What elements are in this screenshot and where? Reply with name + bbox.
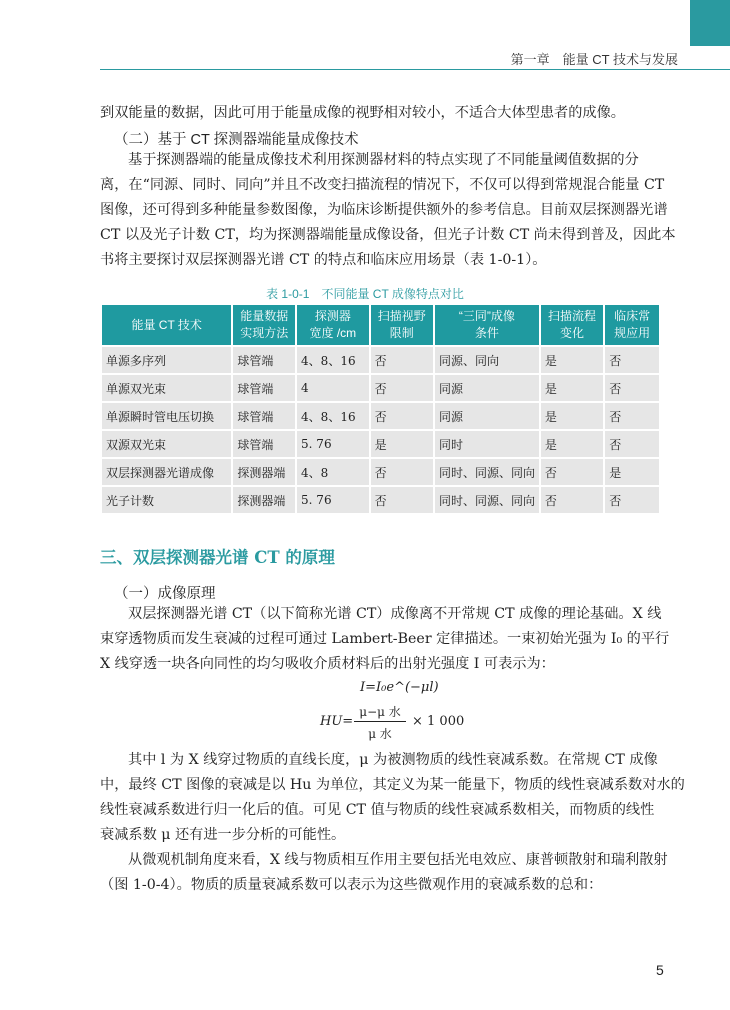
- table-cell: 同时: [435, 431, 539, 457]
- table-cell: 是: [541, 347, 603, 373]
- paragraph-line: X 线穿透一块各向同性的均匀吸收介质材料后的出射光强度 I 可表示为：: [100, 656, 555, 672]
- table-cell: 否: [541, 459, 603, 485]
- table-cell: 否: [605, 375, 659, 401]
- beer-lambert-formula: I=I₀e^(−μl): [360, 680, 439, 695]
- table-row: [102, 347, 659, 373]
- table-cell: 否: [371, 347, 433, 373]
- paragraph-line: 其中 l 为 X 线穿过物质的直线长度，μ 为被测物质的线性衰减系数。在常规 CT 成像: [128, 752, 658, 768]
- page-number: 5: [656, 962, 664, 978]
- table-cell: 否: [371, 459, 433, 485]
- comparison-table: [100, 303, 661, 515]
- table-cell: 4、8、16: [297, 347, 369, 373]
- chapter-header: 第一章 能量 CT 技术与发展: [510, 52, 678, 67]
- table-cell: 同源: [435, 375, 539, 401]
- table-header-row: [102, 305, 659, 345]
- table-cell: 否: [371, 375, 433, 401]
- subsection-2-heading: （二）基于 CT 探测器端能量成像技术: [114, 132, 359, 148]
- table-cell: 是: [605, 459, 659, 485]
- table-cell: 4、8: [297, 459, 369, 485]
- table-cell: 是: [541, 375, 603, 401]
- chapter-tab-marker: [690, 0, 730, 46]
- table-row: [102, 375, 659, 401]
- table-cell: 双源双光束: [102, 431, 231, 457]
- table-cell: 球管端: [233, 347, 295, 373]
- table-cell: 4: [297, 375, 369, 401]
- column-header: “三同”成像 条件: [435, 305, 539, 345]
- table-cell: 单源瞬时管电压切换: [102, 403, 231, 429]
- column-header: 探测器 宽度 /cm: [297, 305, 369, 345]
- table-cell: 球管端: [233, 431, 295, 457]
- paragraph-line: 从微观机制角度来看，X 线与物质相互作用主要包括光电效应、康普顿散射和瑞利散射: [128, 852, 668, 868]
- table-row: [102, 459, 659, 485]
- table-cell: 同时、同源、同向: [435, 487, 539, 513]
- table-cell: 否: [605, 347, 659, 373]
- table-row: [102, 431, 659, 457]
- paragraph-line: 衰减系数 μ 还有进一步分析的可能性。: [100, 827, 346, 843]
- paragraph-line: 书将主要探讨双层探测器光谱 CT 的特点和临床应用场景（表 1-0-1）。: [100, 252, 547, 268]
- paragraph-line: 束穿透物质而发生衰减的过程可通过 Lambert-Beer 定律描述。一束初始光强为 I₀ 的平行: [100, 631, 670, 647]
- fraction-bar: [354, 721, 406, 722]
- table-cell: 否: [605, 431, 659, 457]
- table-row: [102, 403, 659, 429]
- table-cell: 同源、同向: [435, 347, 539, 373]
- hu-formula-lhs: HU=: [320, 714, 354, 729]
- paragraph-line: 线性衰减系数进行归一化后的值。可见 CT 值与物质的线性衰减系数相关，而物质的线性: [100, 802, 655, 818]
- table-caption: 表 1-0-1 不同能量 CT 成像特点对比: [266, 287, 464, 301]
- paragraph-line: CT 以及光子计数 CT，均为探测器端能量成像设备，但光子计数 CT 尚未得到普及，因此本: [100, 227, 676, 243]
- table-cell: 否: [605, 487, 659, 513]
- column-header: 能量 CT 技术: [102, 305, 231, 345]
- table-cell: 5. 76: [297, 431, 369, 457]
- table-cell: 球管端: [233, 403, 295, 429]
- table-cell: 否: [371, 487, 433, 513]
- table-cell: 是: [371, 431, 433, 457]
- hu-formula-numerator: μ−μ 水: [359, 705, 401, 719]
- paragraph-line: 离，在“同源、同时、同向”并且不改变扫描流程的情况下，不仅可以得到常规混合能量 CT: [100, 177, 665, 193]
- table-row: [102, 487, 659, 513]
- table-cell: 否: [371, 403, 433, 429]
- paragraph-line: 图像，还可得到多种能量参数图像，为临床诊断提供额外的参考信息。目前双层探测器光谱: [100, 202, 668, 218]
- table-cell: 是: [541, 431, 603, 457]
- table-cell: 否: [541, 487, 603, 513]
- paragraph-top: 到双能量的数据，因此可用于能量成像的视野相对较小，不适合大体型患者的成像。: [100, 105, 625, 121]
- hu-formula-denominator: μ 水: [368, 727, 392, 741]
- section-3-heading: 三、双层探测器光谱 CT 的原理: [100, 548, 335, 567]
- paragraph-line: （图 1-0-4）。物质的质量衰减系数可以表示为这些微观作用的衰减系数的总和：: [100, 877, 603, 893]
- paragraph-line: 基于探测器端的能量成像技术利用探测器材料的特点实现了不同能量阈值数据的分: [128, 152, 639, 168]
- table-cell: 探测器端: [233, 487, 295, 513]
- table-cell: 单源多序列: [102, 347, 231, 373]
- header-rule: [100, 69, 730, 70]
- table-cell: 单源双光束: [102, 375, 231, 401]
- table-cell: 同源: [435, 403, 539, 429]
- subsection-1-heading: （一）成像原理: [114, 586, 216, 602]
- table-cell: 探测器端: [233, 459, 295, 485]
- table-cell: 球管端: [233, 375, 295, 401]
- table-cell: 是: [541, 403, 603, 429]
- table-cell: 双层探测器光谱成像: [102, 459, 231, 485]
- column-header: 扫描流程 变化: [541, 305, 603, 345]
- hu-formula-rhs: × 1 000: [412, 714, 465, 729]
- table-cell: 光子计数: [102, 487, 231, 513]
- paragraph-line: 双层探测器光谱 CT（以下简称光谱 CT）成像离不开常规 CT 成像的理论基础。X 线: [128, 606, 662, 622]
- paragraph-line: 中，最终 CT 图像的衰减是以 Hu 为单位，其定义为某一能量下，物质的线性衰减系数对水的: [100, 777, 685, 793]
- table-cell: 4、8、16: [297, 403, 369, 429]
- column-header: 扫描视野 限制: [371, 305, 433, 345]
- column-header: 临床常 规应用: [605, 305, 659, 345]
- table-cell: 5. 76: [297, 487, 369, 513]
- column-header: 能量数据 实现方法: [233, 305, 295, 345]
- table-cell: 同时、同源、同向: [435, 459, 539, 485]
- table-cell: 否: [605, 403, 659, 429]
